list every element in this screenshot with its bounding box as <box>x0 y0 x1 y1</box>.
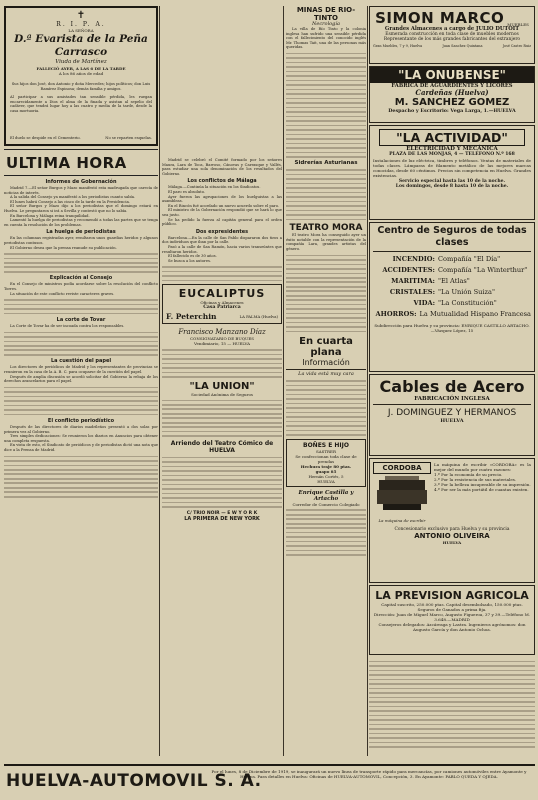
seguros-company: "La Unión Suiza" <box>438 288 495 296</box>
article-paragraph: Ayer fueron las agrupaciones de los huelguistas a las asambleas. <box>162 194 282 204</box>
article-paragraph: Lamentó la huelga de periodistas y recomendó a todas las partes que se tenga en cuenta la resolución de los problemas. <box>4 218 158 227</box>
bones-confeccionan: Se confeccionan toda clase de prendas <box>295 453 357 464</box>
la-union-title: "LA UNION" <box>189 380 255 392</box>
section-heading: La cuestión del papel <box>50 358 112 365</box>
la-onubense-ad <box>369 66 535 123</box>
cordoba-reason-2: 2.º Por la resistencia de sus materiales. <box>434 477 517 482</box>
prevision-consejeros: Consejeros delegados: Azcárraga y Lastra. Ingenieros agrónomos: don Augusto García y don Antonio Ochoa. <box>378 622 526 632</box>
cordoba-ad <box>369 458 535 583</box>
new-york-line: LA PRIMERA DE NEW YORK <box>184 515 260 522</box>
article-paragraph: Se busca a los autores. <box>168 258 212 263</box>
simon-footer-3: José Castro Ruiz <box>502 44 531 48</box>
enrique-role: Corredor de Comercio Colegiado <box>292 501 360 507</box>
seguros-company: Compañía "La Winterthur" <box>438 266 528 274</box>
seguros-row <box>373 309 531 320</box>
consignatario-address: Vendimiario, 15 — HUELVA <box>193 341 250 347</box>
seguros-type: AHORROS: <box>375 310 417 318</box>
minas-title: MINAS DE RIO-TINTO <box>296 6 356 22</box>
article-paragraph: En las columnas registradas ayer, resultaron unos guardias heridos y algunos periodistas contusos. <box>4 236 158 245</box>
bones-hechura: Hechura traje 80 ptas. <box>300 463 352 469</box>
prevision-direccion: Dirección: Juan de Miguel Marco, Augusto Figueroa, 37 y 39.—Teléfono M. 3.648.—MADRID <box>373 612 531 622</box>
obituary-widow: Viuda de Martínez <box>55 59 107 65</box>
article-paragraph: El ministro de la Gobernación respondió que se hará lo que sea justo. <box>162 208 282 217</box>
section-heading: El conflicto periodístico <box>47 418 115 425</box>
article-paragraph: Pasó a la calle de San Ramón, hacia varios transeúntes que resultaron heridos. <box>162 244 282 254</box>
seguros-type: INCENDIO: <box>392 255 435 263</box>
seguros-row <box>373 265 531 276</box>
simon-muebles: MUEBLES <box>507 22 529 27</box>
seguros-company: "El Atlas" <box>438 277 470 285</box>
cordoba-logo: CORDOBA <box>373 462 431 474</box>
actividad-text: Instalaciones de luz eléctrica, timbres y teléfonos. Ventas de materiales de todas clases. Lámparas de filamento metálico de las mejores marcas conocidas, desde 60 céntimos. Precios sin competencia en Huelva. Grandes existencias. <box>373 158 531 179</box>
article-paragraph: Madrid 7.—El señor Burgos y Mazo manifestó esta madrugada que carecía de noticias de interés. <box>4 186 158 195</box>
article-paragraph: La situación de este conflicto reviste caracteres graves. <box>10 291 115 296</box>
cordoba-agent: ANTONIO OLIVEIRA <box>414 532 490 540</box>
article-paragraph: El teatro Mora ha conseguido ayer un éxito notable con la representación de la compañía Lara, grandes artistas del género. <box>286 233 366 252</box>
article-paragraph: El señor Burgos y Mazo dijo a los periodistas que el domingo estará en Huelva. Le preguntaron si irá a Sevilla y contestó que no lo sabía. <box>4 204 158 213</box>
column-left <box>4 6 158 762</box>
simon-representante: Representante de los más grandes fabricantes del extranjero <box>383 37 521 42</box>
eucaliptus-ad <box>162 284 282 324</box>
seguros-row <box>373 254 531 265</box>
obituary-note: Al participar a sus amistades tan sensible pérdida, les ruegan encarecidamente a Dios el alma de la finada y asistan al sepelio del cadáver, que tendrá lugar hoy a las cuatro y media de la tarde, desde la casa mortuoria. <box>10 95 152 113</box>
article-paragraph: La Corte de Tovar ha de ser incoada contra los responsables. <box>10 324 125 329</box>
seguros-type: VIDA: <box>413 299 435 307</box>
huelva-automovil-text: Por el lunes, 8 de Diciembre de 1919, se inaugurará un nuevo línea de transporte rápido para mercancías, por camiones automóviles entre Ayamonte y Huelva. Para detalles en Huelva: Oficinas de HUELVA-AUTOMOVIL, Concepción, 3. En Ayamonte: PABLO QUEDA Y OJEDA. <box>211 769 527 779</box>
article-paragraph: Málaga.—Continúa la situación en los Sindicatos. <box>168 185 261 190</box>
obituary-name: D.ª Evarista de la Peña Carrasco <box>14 33 148 58</box>
section-heading: Explicación al Consejo <box>49 275 113 282</box>
seguros-company: "La Constitución" <box>438 299 497 307</box>
simon-footer-1: Gran Muebles, 7 y 9, Huelva <box>373 44 423 48</box>
cordoba-reason-4: 4.º Por ser la más portátil de cuantas existen. <box>434 487 529 492</box>
prevision-title: LA PREVISION AGRICOLA <box>375 589 529 602</box>
article-paragraph: Los directores de periódicos de Madrid y los representantes de provincias se reunieron en la casa de la A. B. C. para ocuparse de la cuestión del papel. <box>4 365 158 375</box>
prevision-agricola-ad <box>369 585 535 655</box>
onubense-title: "LA ONUBENSE" <box>370 67 534 83</box>
article-paragraph: Después de amplia discusión se acordó solicitar del Gobierno la rebaja de los derechos arancelarios para el papel. <box>4 374 158 384</box>
seguros-row <box>373 298 531 309</box>
seguros-company: Compañía "El Día" <box>438 255 501 263</box>
cordoba-city: HUELVA <box>442 540 462 545</box>
seguros-ad <box>369 222 535 372</box>
teatro-line: C/ TRIO NOIR — E W Y O R K <box>186 510 258 516</box>
actividad-title: "LA ACTIVIDAD" <box>379 129 525 146</box>
article-paragraph: En el Consejo de ministros podía acordarse sobre la resolución del conflicto Torres. <box>4 282 158 292</box>
huelva-automovil-brand: HUELVA-AUTOMOVIL S. A. <box>6 771 262 791</box>
cables-firm: J. DOMINGUEZ Y HERMANOS <box>387 408 517 418</box>
prevision-capital: Capital suscrito, 250.000 ptas. Capital desembolsado, 150.000 ptas. Seguros de Ganados a prima fija. <box>381 602 523 612</box>
consignatario: CONSIGNATARIO DE BUQUES <box>189 336 255 342</box>
bones-sastrer: SASTRER <box>316 448 336 454</box>
article-paragraph: El paro es absoluto. <box>168 189 206 194</box>
eucaliptus-title: EUCALIPTUS <box>178 287 266 301</box>
seguros-type: MARITIMA: <box>391 277 435 285</box>
article-paragraph: El fallecido es de 30 años. <box>168 254 217 259</box>
vida-cara-heading: La vida está muy cara <box>298 371 354 378</box>
eucaliptus-sub2: Casa Patriarca <box>203 305 241 311</box>
simon-construccion: Esmerada construcción en toda clase de muebles modernos <box>385 32 519 37</box>
la-union-sub: Sociedad Anónima de Seguros <box>191 391 253 397</box>
article-paragraph: La villa de Río Tinto y la colonia inglesa han sufrido una sensible pérdida con el fallecimiento del conocido inglés Mr. Thomas Tait, una de las personas más queridas. <box>286 27 366 50</box>
bones-address: Hernán Cortés, 5 <box>308 473 344 479</box>
column-rule <box>367 6 368 756</box>
actividad-servicio: Servicio especial hasta las 10 de la noche. <box>398 179 506 185</box>
informacion-title: Información <box>302 358 350 368</box>
enrique-castilla: Enrique Castilla y Artacho <box>298 489 354 502</box>
bones-name: BOÑES E HIJO <box>303 441 349 449</box>
article-paragraph: En el Rincón fué acordado un nuevo acuerdo sobre el paro. <box>168 203 280 208</box>
cordoba-concesionario: Concesionario exclusivo para Huelva y su provincia <box>394 527 510 532</box>
la-actividad-ad <box>369 125 535 220</box>
seguros-title: Centro de Seguros de todas clases <box>377 225 527 248</box>
article-paragraph: Barcelona.—En la calle de San Pablo dispararon dos tiros a dos individuos que iban por la calle. <box>162 235 282 245</box>
onubense-place: Cardeñas (Huelva) <box>415 88 489 97</box>
cables-ad <box>369 374 535 456</box>
obituary-rip: R. I. P. A. <box>56 21 106 28</box>
eucaliptus-right: LA PALMA (Huelva) <box>239 314 278 320</box>
simon-grandes: Grandes Almacenes a cargo de JULIO DUTOIT <box>384 26 520 32</box>
seguros-type: ACCIDENTES: <box>382 266 435 274</box>
column-rule <box>159 6 160 756</box>
eucaliptus-sub: Oficinas y Almacenes <box>200 300 244 306</box>
cordoba-text: La máquina de escribir «CORDOBA» es la mejor del mundo por cuatro razones: <box>434 462 531 472</box>
article-paragraph: En vista de esto, el Sindicato de periódicos y de periodistas dictó una nota que dice a la Prensa de Madrid. <box>4 443 158 453</box>
necrologia-heading: Necrología <box>312 21 340 27</box>
section-heading: La huelga de periodistas <box>46 229 116 236</box>
section-heading: Dos expresidentes <box>195 228 249 235</box>
article-paragraph: El lunes habrá Consejo a las cinco de la tarde en la Presidencia. <box>10 199 130 204</box>
cordoba-reason-3: 3.º Por la belleza insuperable de su impresión. <box>434 482 531 487</box>
article-paragraph: El Gobierno desea que la prensa reanude su publicación. <box>10 245 117 250</box>
section-heading: La corte de Tovar <box>56 317 106 324</box>
section-heading: Informes de Gobernación <box>45 179 117 185</box>
obituary-family: Sus hijos don José, don Antonio y doña Mercedes; hijos políticos; don Luis Ramírez Espinosa; demás familia y amigos. <box>11 82 151 91</box>
bones-ad <box>286 439 366 487</box>
article-paragraph: Se ha pedido la fuerza al capitán general para el orden público. <box>162 217 282 227</box>
bones-city: HUELVA <box>317 478 335 484</box>
cordoba-tagline: La máquina de escribir <box>378 518 426 523</box>
onubense-sub: FÁBRICA DE AGUARDIENTES Y LICORES <box>391 83 513 89</box>
cuarta-plana-title: En cuarta plana <box>299 336 353 359</box>
typewriter-icon <box>373 474 431 514</box>
seguros-footer: Subdirección para Huelva y su provincia: ENRIQUE CASTILLO ARTACHO.—Vázquez López, 15 <box>374 323 530 333</box>
cables-title: Cables de Acero <box>379 377 525 396</box>
cordoba-reason-1: 1.º Por la economía de su precio. <box>434 472 503 477</box>
onubense-despacho: Despacho y Escritorio: Vega Larga, 1.—HUELVA <box>388 108 516 114</box>
cables-city: HUELVA <box>440 418 464 424</box>
article-paragraph: En Barcelona y Málaga reina tranquilidad. <box>10 213 90 218</box>
footer-banner <box>4 764 535 798</box>
obituary-no-cartas: No se reparten esquelas. <box>105 136 152 141</box>
cables-sub: FABRICACIÓN INGLESA <box>414 396 490 402</box>
column-ads <box>369 6 535 762</box>
column-narrow <box>286 6 366 762</box>
article-paragraph: A la salida del Consejo ya manifestó a los periodistas cuanto sabía. <box>10 195 136 200</box>
arriendo-title: Arriendo del Teatro Cómico de HUELVA <box>170 439 274 454</box>
simon-marco-name: SIMON MARCO <box>375 9 505 27</box>
section-heading: Los conflictos de Málaga <box>187 178 257 185</box>
article-paragraph: Madrid se celebró el Comité formado por los señores Maura, Lara de Toca, Barroso, Cánovas y Carrasque y Vallés, para estudiar una sola denominación de los resultados del Gobierno. <box>162 158 282 176</box>
article-paragraph: Después de las directores de diarios madrileños presentó a dos solas por primera vez al Gobierno. <box>4 425 158 434</box>
simon-footer-2: Juan Sanchez Quintana <box>442 44 483 48</box>
seguros-company: La Mutualidad Hispano Francesa <box>419 310 531 318</box>
cross-icon: ✝ <box>76 10 86 21</box>
article-paragraph: Tres simples dedicaciones: Se reunieron los diarios en Anuncios para obtener una completa respuesta. <box>4 434 158 443</box>
actividad-address: PLAZA DE LAS MONJAS, 4 — TELÉFONO N.º 168 <box>389 152 515 157</box>
obituary-box <box>4 6 158 146</box>
column-rule <box>283 6 284 756</box>
actividad-domingos: Los domingos, desde 8 hasta 10 de la noche. <box>395 184 509 190</box>
obituary-age: A los 86 años de edad <box>58 71 104 76</box>
onubense-owner: M. SANCHEZ GOMEZ <box>394 97 510 108</box>
eucaliptus-name: F. Peterchin <box>166 312 217 322</box>
francisco-name: Francisco Manzano Díaz <box>178 328 266 337</box>
actividad-sub: ELECTRICIDAD Y MECÁNICA <box>406 146 498 152</box>
seguros-row <box>373 287 531 298</box>
simon-marco-ad <box>369 6 535 64</box>
obituary-died: FALLECIÓ AYER, A LAS 6 DE LA TARDE <box>36 66 126 71</box>
ultima-hora-title: ULTIMA HORA <box>4 149 158 176</box>
obituary-la-senora: LA SEÑORA <box>68 28 94 33</box>
bones-guapo: guapo 85 <box>315 468 337 474</box>
obituary-cementerio: El duelo se despide en el Cementerio. <box>10 136 81 141</box>
teatro-mora-title: TEATRO MORA <box>289 223 363 234</box>
seguros-rows <box>373 254 531 320</box>
sidrerias-title: Sidrerías Asturianas <box>294 160 358 167</box>
seguros-row <box>373 276 531 287</box>
seguros-type: CRISTALES: <box>389 288 435 296</box>
column-middle <box>162 6 282 762</box>
